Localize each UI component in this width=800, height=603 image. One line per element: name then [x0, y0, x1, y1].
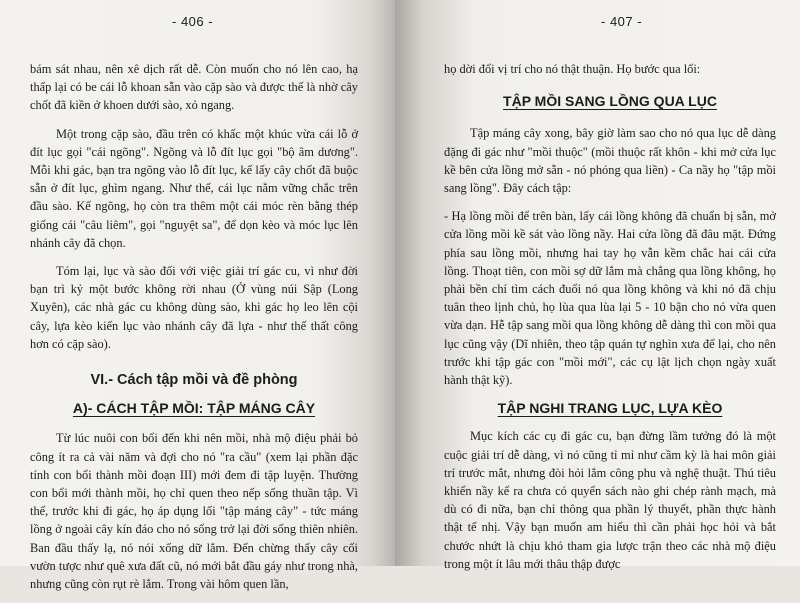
section-heading: VI.- Cách tập mồi và đề phòng: [90, 372, 298, 389]
paragraph: Một trong cặp sào, đầu trên có khấc một khúc vừa cái lỗ ở đít lục gọi "cái ngõng". Ngõng và lỗ đít lục gọi "bộ âm dương". Mỗi khi gác, bạn tra ngõng vào lỗ đít lục, kế lấy cây chốt đã buộc sẵn ở đít lục, ghìm ngang. Như thế, cái lục nằm vững chắc trên đầu sào. Kế ngõng, họ còn tra thêm một cái móc rèn bằng thép giống cái "câu liêm", gọi "nguyệt sa", để dọn kèo và móc lục lên nhánh cây đã chọn.: [30, 126, 358, 250]
left-page: [0, 0, 395, 592]
paragraph: họ dời đổi vị trí cho nó thật thuận. Họ bước qua lối:: [444, 62, 701, 76]
right-page: [395, 0, 800, 571]
paragraph: Tập máng cây xong, bây giờ làm sao cho nó qua lục dễ dàng đặng đi gác như "mồi thuộc" (mồi thuộc rất khôn - khi mở cửa lục kề bên cửa lồng mở sẵn - nó phóng qua liền) - Ca nầy họ "tập mồi sang lồng". Đây cách tập:: [444, 126, 776, 196]
subsection-heading: TẬP MỒI SANG LỒNG QUA LỤC: [503, 93, 717, 110]
paragraph: Từ lúc nuôi con bổi đến khi nên mồi, nhà mộ điệu phải bỏ công ít ra cả vài năm và đợi cho nó "ra cầu" (xem lại phần đặc tính con bổi thành mồi đoạn III) mới đem đi tập luyện. Thường con bổi mới thành mồi, họ chỉ quen theo nếp sống thuần tập. Vì thế, trước khi đi gác, họ áp dụng lối "tập máng cây" - tức máng lồng ở ngoài cây kín đáo cho nó sống trở lại đời sống thiên nhiên. Ban đầu thấy lạ, nó nói xống dữ lắm. Đến chừng thấy cây cối vườn tược như quê xưa đất cũ, nó mới bắt đầu gáy như trong nhà, nhưng cũng còn rụt rè lắm. Trong vài hôm quen lần,: [30, 431, 358, 592]
paragraph: Tóm lại, lục và sào đối với việc giải trí gác cu, vì như đời bạn trì kỷ một bước không rời nhau (Ở vùng núi Sập (Long Xuyên), các nhà gác cu không dùng sào, khi gác họ leo lên cội cây, lựa kèo kiến lục vào nhánh cây đã lựa - như thế thất công hơn có cặp sào).: [30, 264, 358, 351]
paragraph: bám sát nhau, nên xê dịch rất dễ. Còn muốn cho nó lên cao, hạ thấp lại có be cái lỗ khoan sẵn vào cặp sào và được thế là nhờ cây chốt đã kiền ở khoen dưới sào, xỏ ngang.: [30, 62, 358, 113]
page-number-left: - 406 -: [172, 14, 214, 29]
page-number-right: - 407 -: [601, 14, 643, 29]
subsection-heading: TẬP NGHI TRANG LỤC, LỰA KÈO: [497, 400, 723, 417]
right-page-content: [444, 60, 776, 583]
left-page-content: [30, 60, 358, 603]
subsection-heading: A)- CÁCH TẬP MỒI: TẬP MÁNG CÂY: [72, 400, 316, 417]
paragraph: Mục kích các cụ đi gác cu, bạn đừng lầm tưởng đó là một cuộc giải trí dễ dàng, vì nó cũng tỉ mỉ như cầm kỳ là hai môn giải trí trước mắt, nhưng đòi hỏi lắm công phu và nghệ thuật. Thú tiêu khiển nầy kể ra chưa có quyển sách nào ghi chép rành mạch, mà dù có đi nữa, bạn chỉ thông qua phần lý thuyết, phần thực hành thật tế nhị. Vậy bạn muốn am hiểu thì cần phải học hỏi và bắt chước nhứt là chịu khó tham gia lược trận theo các nhà mộ điệu trong một ít lâu mới thâu thập được: [444, 429, 776, 571]
paragraph: - Hạ lồng mồi để trên bàn, lấy cái lồng không đã chuẩn bị sẵn, mở cửa lồng mồi kề sát vào lồng nầy. Hai cửa lồng đã đâu mặt. Đứng phía sau lồng mồi, nhưng hai tay họ vẫn kềm chắc hai cái cửa lồng. Thoạt tiên, con mồi sợ dữ lắm mà chẳng qua lồng không, họ phải bền chí tìm cách đuổi nó qua lồng không và khi nó đã chịu tuân theo lịnh chủ, họ lùa qua lùa lại 5 - 10 bận cho nó vừa quen vừa dạn. Hễ tập sang mồi qua lồng không dễ dàng thì con mồi qua lục cũng vậy (Dĩ nhiên, theo tập quán tự nghìn xưa để lại, cho nên trước khi tập gác con "mồi mới", các cụ lật lịch chọn ngày xuất hành thật kỹ).: [444, 209, 776, 388]
